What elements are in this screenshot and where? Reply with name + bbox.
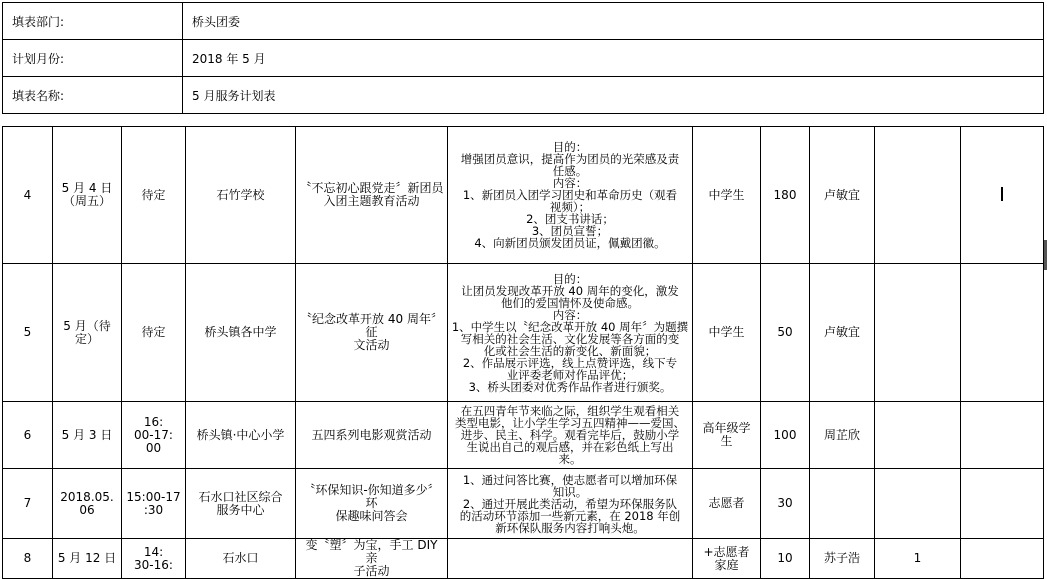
cell-line: 中学生 bbox=[708, 187, 745, 202]
activity-content-cell[interactable] bbox=[448, 539, 693, 579]
cell-line: 类型电影，让小学生学习五四精神——爱国、 bbox=[455, 416, 685, 430]
cell-text: 10 bbox=[777, 551, 793, 565]
cell-line: 1、中学生以〝纪念改革开放 40 周年〞为题撰 bbox=[451, 319, 689, 334]
cell-line: 业评委老师对作品评优； bbox=[506, 367, 634, 382]
cell-line: 00-17: bbox=[134, 427, 173, 442]
table-row bbox=[3, 539, 1044, 579]
place-cell[interactable] bbox=[186, 402, 296, 469]
cell-text: 卢敏宜 bbox=[823, 187, 860, 202]
cell-line: 14: bbox=[143, 544, 164, 559]
cell-line: 1、新团员入团学习团史和革命历史（观看 bbox=[462, 188, 678, 202]
cell-line: 5 月 4 日 bbox=[61, 181, 113, 195]
cell-line: 任感。 bbox=[552, 164, 588, 178]
contact-person-cell[interactable] bbox=[810, 469, 875, 539]
cell-text: 100 bbox=[773, 427, 797, 442]
time-cell[interactable] bbox=[122, 402, 186, 469]
extra-cell[interactable] bbox=[961, 127, 1044, 264]
cell-line: 文活动 bbox=[353, 338, 390, 352]
cell-line: 在五四青年节来临之际，组织学生观看相关 bbox=[460, 404, 680, 418]
activity-content-cell[interactable] bbox=[448, 127, 693, 264]
time-cell[interactable] bbox=[122, 264, 186, 402]
cell-line: 家庭 bbox=[714, 557, 739, 572]
date-cell[interactable] bbox=[53, 469, 122, 539]
cell-line: 服务中心 bbox=[216, 502, 265, 517]
extra-cell[interactable] bbox=[875, 127, 961, 264]
place-cell[interactable] bbox=[186, 127, 296, 264]
date-cell[interactable] bbox=[53, 539, 122, 579]
cell-line: 目的： bbox=[552, 140, 588, 154]
cell-line: 2、作品展示评选，线上点赞评选，线下专 bbox=[462, 355, 678, 370]
cell-line: 增强团员意识，提高作为团员的光荣感及责 bbox=[460, 152, 680, 166]
contact-person-cell[interactable] bbox=[810, 539, 875, 579]
header-row-department bbox=[3, 3, 1044, 40]
time-cell[interactable] bbox=[122, 127, 186, 264]
cell-text: 1 bbox=[913, 551, 922, 565]
cell-line: 子活动 bbox=[353, 564, 390, 578]
extra-cell[interactable] bbox=[961, 264, 1044, 402]
cell-text: 6 bbox=[23, 427, 32, 442]
cell-line: 待定 bbox=[141, 325, 166, 339]
cell-line: 内容： bbox=[552, 176, 588, 190]
service-plan-table bbox=[2, 126, 1044, 579]
cell-line: 06 bbox=[79, 502, 95, 517]
row-number-cell[interactable] bbox=[3, 469, 53, 539]
cell-line: 30-16: bbox=[134, 557, 173, 572]
cell-line: 4、向新团员颁发团员证，佩戴团徽。 bbox=[474, 236, 666, 250]
activity-title-cell[interactable] bbox=[296, 539, 448, 579]
cell-line: 五四系列电影观赏活动 bbox=[311, 427, 432, 442]
cell-line: 16: bbox=[143, 414, 164, 429]
cell-line: 〝不忘初心跟党走〞新团员 bbox=[299, 181, 444, 195]
cell-line: 志愿者 bbox=[708, 496, 745, 510]
cell-text: 4 bbox=[23, 187, 32, 202]
participant-count-cell[interactable] bbox=[761, 402, 810, 469]
cell-line: 写相关的社会生活、文化发展等各方面的变 bbox=[460, 331, 680, 346]
table-row bbox=[3, 264, 1044, 402]
cell-line: 生说出自己的观后感，并在彩色纸上写出 bbox=[466, 440, 674, 454]
cell-line: 石竹学校 bbox=[216, 187, 265, 202]
header-value[interactable]: 桥头团委 bbox=[183, 3, 1044, 40]
cell-line: 〝环保知识-你知道多少〞环 bbox=[303, 483, 440, 510]
table-row bbox=[3, 127, 1044, 264]
cell-text: 苏子浩 bbox=[823, 551, 860, 565]
extra-cell[interactable] bbox=[875, 264, 961, 402]
extra-cell[interactable] bbox=[961, 469, 1044, 539]
activity-content-cell[interactable] bbox=[448, 469, 693, 539]
participant-count-cell[interactable] bbox=[761, 539, 810, 579]
place-cell[interactable] bbox=[186, 469, 296, 539]
cell-text: 30 bbox=[777, 496, 793, 510]
cell-text: 8 bbox=[23, 551, 32, 565]
extra-cell[interactable] bbox=[961, 402, 1044, 469]
cell-line: 入团主题教育活动 bbox=[323, 194, 420, 208]
cell-line: 5 月 3 日 bbox=[61, 427, 113, 442]
cell-line: 3、桥头团委对优秀作品作者进行颁奖。 bbox=[468, 379, 672, 394]
contact-person-cell[interactable] bbox=[810, 402, 875, 469]
cell-line: 2018.05. bbox=[60, 489, 114, 504]
cell-line: 定） bbox=[74, 331, 99, 346]
cell-line: 让团员发现改革开放 40 周年的变化，激发 bbox=[461, 283, 679, 298]
row-number-cell[interactable] bbox=[3, 402, 53, 469]
cell-text: 卢敏宜 bbox=[823, 325, 860, 339]
row-number-cell[interactable] bbox=[3, 264, 53, 402]
contact-person-cell[interactable] bbox=[810, 264, 875, 402]
extra-cell[interactable] bbox=[875, 469, 961, 539]
header-row-month bbox=[3, 40, 1044, 77]
target-audience-cell[interactable] bbox=[693, 539, 761, 579]
cell-line: 石水口社区综合 bbox=[198, 489, 283, 504]
cell-line: 待定 bbox=[141, 187, 166, 202]
cell-line: 15:00-17 bbox=[126, 489, 181, 504]
header-label: 计划月份: bbox=[3, 40, 183, 77]
place-cell[interactable] bbox=[186, 539, 296, 579]
cell-line: （周五） bbox=[62, 194, 111, 208]
cell-text: 180 bbox=[773, 187, 797, 202]
text-cursor bbox=[1001, 187, 1003, 201]
header-label: 填表名称: bbox=[3, 77, 183, 114]
header-value[interactable]: 2018 年 5 月 bbox=[183, 40, 1044, 77]
cell-line: 来。 bbox=[558, 452, 582, 466]
cell-text: 50 bbox=[777, 325, 793, 339]
header-label: 填表部门: bbox=[3, 3, 183, 40]
time-cell[interactable] bbox=[122, 469, 186, 539]
cell-line: 新环保队服务内容打响头炮。 bbox=[495, 520, 645, 535]
row-number-cell[interactable] bbox=[3, 127, 53, 264]
cell-text: 7 bbox=[23, 496, 32, 510]
activity-title-cell[interactable] bbox=[296, 127, 448, 264]
cell-line: 桥头镇各中学 bbox=[204, 325, 277, 339]
extra-cell[interactable] bbox=[875, 539, 961, 579]
cell-line: +志愿者 bbox=[703, 544, 750, 559]
table-row bbox=[3, 469, 1044, 539]
date-cell[interactable] bbox=[53, 402, 122, 469]
target-audience-cell[interactable] bbox=[693, 402, 761, 469]
cell-line: 高年级学 bbox=[702, 421, 751, 435]
cell-line: 桥头镇·中心小学 bbox=[196, 427, 285, 442]
cell-line: 变〝塑〞为宝，手工 DIY 亲 bbox=[305, 538, 438, 565]
activity-title-cell[interactable] bbox=[296, 402, 448, 469]
activity-content-cell[interactable] bbox=[448, 402, 693, 469]
activity-content-cell[interactable] bbox=[448, 264, 693, 402]
cell-line: 的活动环节添加一些新元素，在 2018 年创 bbox=[459, 508, 681, 523]
cell-line: 2、通过开展此类活动，希望为环保服务队 bbox=[462, 496, 678, 511]
table-row bbox=[3, 402, 1044, 469]
contact-person-cell[interactable] bbox=[810, 127, 875, 264]
extra-cell[interactable] bbox=[875, 402, 961, 469]
cell-line: 1、通过问答比赛，使志愿者可以增加环保 bbox=[462, 472, 678, 487]
activity-title-cell[interactable] bbox=[296, 469, 448, 539]
cell-line: 3、团员宣誓； bbox=[531, 224, 609, 238]
cell-line: 化或社会生活的新变化、新面貌； bbox=[483, 343, 657, 358]
cell-line: 内容： bbox=[552, 307, 588, 322]
header-row-form-name bbox=[3, 77, 1044, 114]
target-audience-cell[interactable] bbox=[693, 127, 761, 264]
cell-line: 他们的爱国情怀及使命感。 bbox=[501, 295, 639, 310]
extra-cell[interactable] bbox=[961, 539, 1044, 579]
participant-count-cell[interactable] bbox=[761, 264, 810, 402]
target-audience-cell[interactable] bbox=[693, 264, 761, 402]
participant-count-cell[interactable] bbox=[761, 127, 810, 264]
place-cell[interactable] bbox=[186, 264, 296, 402]
cell-line: 知识。 bbox=[552, 484, 588, 499]
cell-line: 5 月 12 日 bbox=[57, 551, 117, 565]
cell-line: 00 bbox=[145, 440, 162, 455]
cell-line: 石水口 bbox=[222, 551, 259, 565]
cell-line: 保趣味问答会 bbox=[335, 509, 408, 523]
date-cell[interactable] bbox=[53, 127, 122, 264]
header-value[interactable]: 5 月服务计划表 bbox=[183, 77, 1044, 114]
cell-line: 〝纪念改革开放 40 周年〞征 bbox=[300, 312, 443, 339]
cell-line: 视频）； bbox=[549, 200, 591, 214]
cell-line: 进步、民主、科学。观看完毕后，鼓励小学 bbox=[460, 428, 680, 442]
target-audience-cell[interactable] bbox=[693, 469, 761, 539]
cell-text: 5 bbox=[23, 325, 32, 339]
activity-title-cell[interactable] bbox=[296, 264, 448, 402]
cell-line: 目的： bbox=[552, 271, 588, 286]
cell-line: 中学生 bbox=[708, 325, 745, 339]
cell-line: 生 bbox=[720, 434, 733, 448]
cell-text: 周芷欣 bbox=[823, 427, 860, 442]
cell-line: :30 bbox=[143, 502, 164, 517]
row-number-cell[interactable] bbox=[3, 539, 53, 579]
time-cell[interactable] bbox=[122, 539, 186, 579]
date-cell[interactable] bbox=[53, 264, 122, 402]
participant-count-cell[interactable] bbox=[761, 469, 810, 539]
header-info-table bbox=[2, 2, 1044, 114]
cell-line: 5 月（待 bbox=[63, 318, 111, 333]
cell-line: 2、团支书讲话； bbox=[526, 212, 614, 226]
